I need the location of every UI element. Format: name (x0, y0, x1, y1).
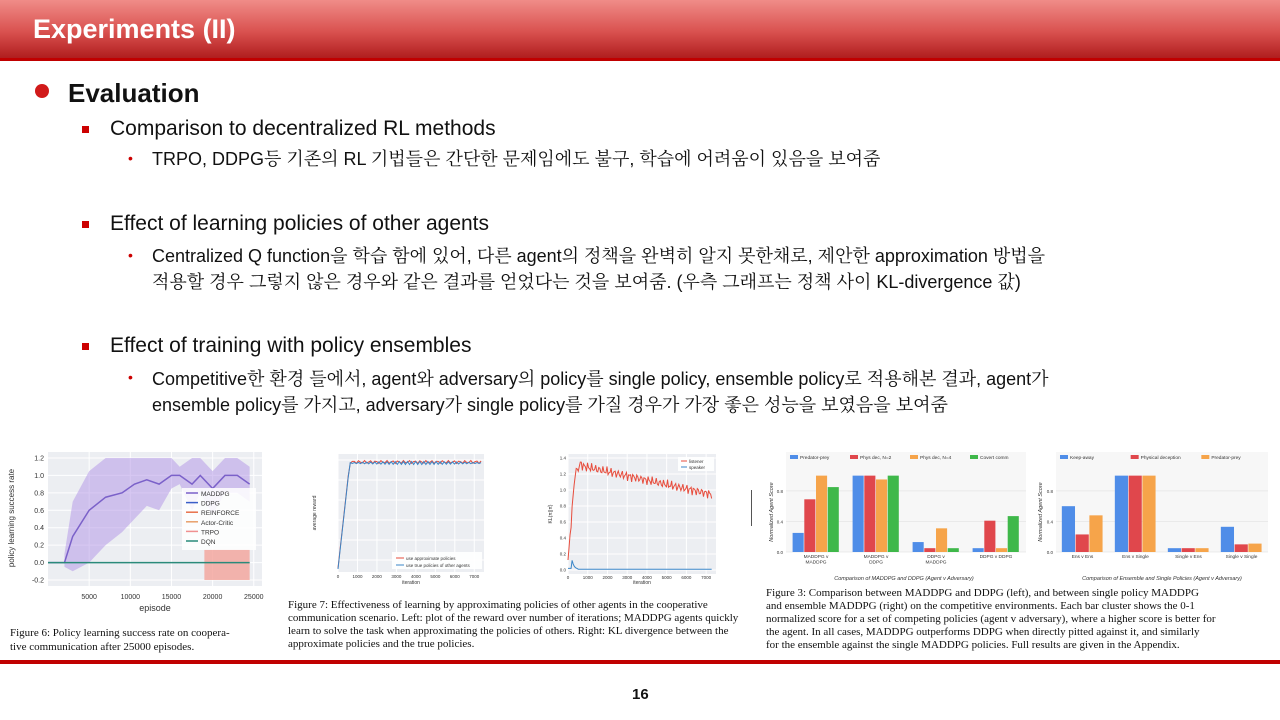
legend-label: use approximate policies (406, 556, 456, 561)
x-tick-label: 6000 (681, 575, 692, 580)
y-tick-label: 1.2 (559, 471, 566, 477)
y-tick-label: 1.2 (34, 455, 44, 463)
legend-label: Phys dec, N=2 (860, 456, 892, 461)
dot-bullet-icon: • (128, 150, 133, 166)
bar (1142, 476, 1155, 552)
legend-label: DDPG (201, 500, 220, 508)
y-tick-label: 0.8 (559, 503, 566, 509)
figure-6-caption-line-1: Figure 6: Policy learning success rate on coopera- (10, 627, 230, 639)
y-tick-label: 0.2 (34, 542, 44, 550)
figure-3-caption-line-4: the agent. In all cases, MADDPG outperforms DDPG when directly pitted against it, and similarly (766, 626, 1200, 638)
figure-3-caption-line-3: normalized score for a set of competing policies (agent v adversary), where a higher score is better for (766, 613, 1216, 625)
bar (1129, 476, 1142, 552)
figure-3-caption-line-5: for the ensemble against the single MADDPG policies. Full results are given in the Appendix. (766, 639, 1180, 651)
bar (793, 533, 804, 552)
bar (1195, 548, 1208, 552)
x-tick-label: 0 (566, 575, 570, 580)
y-tick-label: 0.8 (776, 488, 783, 494)
y-tick-label: 0.2 (559, 551, 566, 557)
category-label: Single v Ens (1175, 555, 1202, 560)
bar (1248, 544, 1261, 552)
x-tick-label: 1000 (352, 574, 363, 579)
category-label: DDPG (869, 560, 883, 566)
legend-swatch (790, 455, 798, 459)
category-label: MADDPG (925, 560, 947, 566)
x-tick-label: 5000 (81, 594, 97, 601)
legend-label: use true policies of other agents (406, 563, 470, 568)
section-title-1: Comparison to decentralized RL methods (110, 117, 496, 140)
bar (1062, 506, 1075, 552)
figure-7-caption-line-1: Figure 7: Effectiveness of learning by approximating policies of other agents in the cooperative (288, 599, 708, 611)
square-bullet-icon (82, 126, 89, 133)
legend-swatch (970, 455, 978, 459)
y-tick-label: 0.0 (776, 550, 783, 555)
divider-line (751, 490, 752, 526)
footer-divider (0, 660, 1280, 664)
bar (864, 476, 875, 552)
legend-label: Predator-prey (800, 456, 830, 461)
bar (1221, 527, 1234, 552)
y-tick-label: 0.8 (1046, 488, 1053, 494)
legend-label: Covert comm (980, 456, 1009, 461)
page-number: 16 (632, 686, 649, 703)
category-label: DDPG v (927, 555, 945, 560)
section-heading: Evaluation (68, 78, 200, 108)
x-tick-label: 20000 (202, 594, 223, 601)
y-tick-label: -0.2 (31, 577, 44, 585)
y-tick-label: 0.6 (559, 519, 566, 525)
x-tick-label: 15000 (161, 594, 182, 601)
figure-7-caption-line-3: learn to solve the task when approximating the policies of others. Right: KL divergence between the (288, 625, 729, 637)
plot-background (568, 454, 716, 574)
legend-label: Keep-away (1070, 456, 1094, 461)
baseline-confidence-band (204, 550, 249, 581)
legend-label: Physical deception (1140, 456, 1181, 461)
category-label: MADDPG v (863, 555, 889, 560)
bar (973, 548, 984, 552)
x-tick-label: 2000 (371, 574, 382, 579)
legend-label: TRPO (201, 529, 220, 537)
legend-label: MADDPG (201, 491, 230, 498)
x-tick-label: 25000 (244, 594, 264, 601)
x-tick-label: 7000 (469, 574, 480, 579)
bar (1076, 534, 1089, 552)
section-title-3: Effect of training with policy ensembles (110, 334, 472, 357)
x-tick-label: 5000 (661, 575, 672, 580)
bar (948, 548, 959, 552)
y-tick-label: 0.8 (34, 490, 44, 498)
x-tick-label: 3000 (622, 575, 633, 580)
x-axis-label: Comparison of MADDPG and DDPG (Agent v Adversary) (834, 576, 974, 582)
bar (828, 487, 839, 552)
figure-3-caption-line-2: and ensemble MADDPG (right) on the competitive environments. Each bar cluster shows the 0-1 (766, 600, 1195, 612)
bar (1235, 544, 1248, 552)
bullet-dot-icon (35, 84, 49, 98)
bar (876, 479, 887, 552)
bar (1089, 515, 1102, 552)
bar (816, 476, 827, 552)
x-axis-label: iteration (633, 580, 651, 586)
x-tick-label: 10000 (120, 594, 141, 601)
title-bar (0, 0, 1280, 58)
section-2-bullet-line-1: Centralized Q function을 학습 함에 있어, 다른 agent의 정책을 완벽히 알지 못한채로, 제안한 approximation 방법을 (152, 246, 1046, 266)
category-label: DDPG v DDPG (979, 555, 1013, 560)
y-tick-label: 0.0 (34, 560, 44, 568)
y-tick-label: 0.4 (1046, 519, 1053, 525)
square-bullet-icon (82, 343, 89, 350)
y-tick-label: 1.4 (559, 455, 566, 461)
bar (1182, 548, 1195, 552)
section-title-2: Effect of learning policies of other agents (110, 212, 490, 235)
bar (853, 476, 864, 552)
bar (996, 548, 1007, 552)
y-axis-label: Normalized Agent Score (769, 482, 775, 542)
legend-swatch (1060, 455, 1068, 459)
legend-swatch (1201, 455, 1209, 459)
x-tick-label: 0 (336, 574, 340, 579)
y-tick-label: 0.4 (559, 535, 566, 541)
figure-7-caption-line-2: communication scenario. Left: plot of the reward over number of iterations; MADDPG agents quickly (288, 612, 739, 624)
legend-swatch (910, 455, 918, 459)
dot-bullet-icon: • (128, 247, 133, 263)
category-label: MADDPG v (803, 555, 829, 560)
title-divider (0, 58, 1280, 61)
bar (1008, 516, 1019, 552)
figure-6-chart (8, 448, 270, 616)
x-tick-label: 2000 (602, 575, 613, 580)
x-tick-label: 4000 (410, 574, 421, 579)
y-tick-label: 1.0 (559, 487, 566, 493)
figure-7-right-chart (548, 448, 718, 586)
x-tick-label: 6000 (449, 574, 460, 579)
category-label: MADDPG (805, 560, 827, 566)
bar (1115, 476, 1128, 552)
bar (984, 521, 995, 552)
x-tick-label: 5000 (430, 574, 441, 579)
bar (913, 542, 924, 552)
category-label: Single v Single (1225, 555, 1258, 560)
x-tick-label: 7000 (701, 575, 712, 580)
x-tick-label: 4000 (641, 575, 652, 580)
legend-label: listener (689, 459, 704, 464)
section-1-bullet: TRPO, DDPG등 기존의 RL 기법들은 간단한 문제임에도 불구, 학습에 어려움이 있음을 보여줌 (152, 149, 881, 169)
legend-label: Actor-Critic (201, 519, 234, 527)
x-axis-label: iteration (402, 580, 420, 586)
legend-label: Predator-prey (1211, 456, 1241, 461)
legend-swatch (1131, 455, 1139, 459)
x-axis-label: Comparison of Ensemble and Single Policies (Agent v Adversary) (1082, 576, 1242, 582)
legend-label: Phys dec, N=4 (920, 456, 952, 461)
figure-7-left-chart (308, 448, 488, 586)
bar (804, 499, 815, 552)
legend-label: speaker (689, 465, 706, 470)
y-tick-label: 0.6 (34, 507, 44, 515)
category-label: Ens v Single (1122, 555, 1149, 560)
slide-title: Experiments (II) (33, 14, 236, 44)
legend-label: DQN (201, 539, 216, 546)
legend-label: REINFORCE (201, 510, 240, 518)
x-tick-label: 1000 (582, 575, 593, 580)
square-bullet-icon (82, 221, 89, 228)
dot-bullet-icon: • (128, 369, 133, 385)
section-2-bullet-line-2: 적용할 경우 그렇지 않은 경우와 같은 결과를 얻었다는 것을 보여줌. (우측 그래프는 정책 사이 KL-divergence 값) (152, 272, 1021, 292)
bar (924, 548, 935, 552)
y-axis-label: average reward (312, 495, 318, 531)
figure-6-caption-line-2: tive communication after 25000 episodes. (10, 641, 195, 653)
figure-3-caption-line-1: Figure 3: Comparison between MADDPG and DDPG (left), and between single policy MADDPG (766, 587, 1199, 599)
y-tick-label: 1.0 (34, 472, 44, 480)
category-label: Ens v Ens (1071, 555, 1094, 560)
bar (1168, 548, 1181, 552)
bar (936, 528, 947, 552)
section-3-bullet-line-2: ensemble policy를 가지고, adversary가 single policy를 가질 경우가 가장 좋은 성능을 보였음을 보여줌 (152, 395, 948, 415)
bar (888, 476, 899, 552)
y-axis-label: Normalized Agent Score (1038, 482, 1044, 542)
figure-3-left-chart (764, 448, 1032, 584)
y-tick-label: 0.4 (776, 519, 783, 525)
y-axis-label: policy learning success rate (7, 468, 16, 568)
section-3-bullet-line-1: Competitive한 환경 들에서, agent와 adversary의 policy를 single policy, ensemble policy로 적용해본 결과, agent가 (152, 369, 1049, 389)
x-axis-label: episode (139, 603, 171, 613)
y-tick-label: 0.4 (34, 525, 44, 533)
y-tick-label: 0.0 (559, 567, 566, 573)
legend-swatch (850, 455, 858, 459)
figure-7-caption-line-4: approximate policies and the true policies. (288, 638, 475, 650)
y-tick-label: 0.0 (1046, 550, 1053, 555)
y-axis-label: KL(π||π̂) (548, 504, 554, 524)
figure-3-right-chart (1034, 448, 1274, 584)
x-tick-label: 3000 (391, 574, 402, 579)
